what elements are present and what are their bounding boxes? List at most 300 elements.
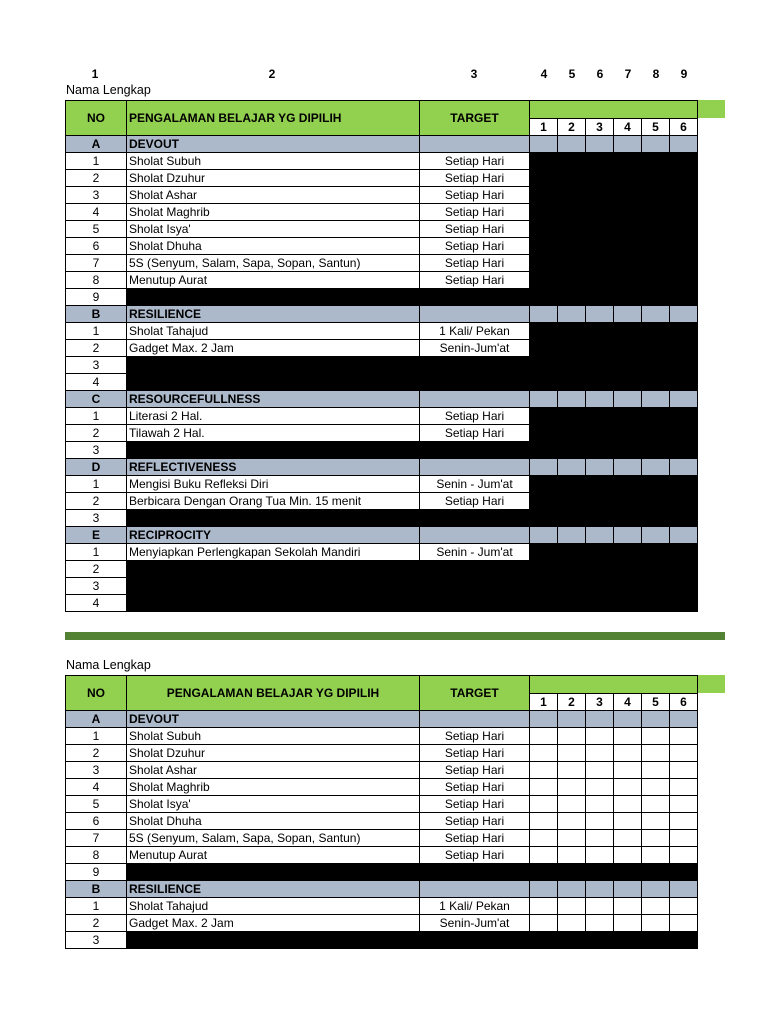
row-number: 4 [66,595,127,612]
category-letter: B [66,306,127,323]
activity-name: Gadget Max. 2 Jam [127,340,420,357]
day-check-cell[interactable] [530,830,558,847]
day-check-cell[interactable] [614,813,642,830]
activity-row [66,408,698,425]
day-check-cell[interactable] [530,813,558,830]
activity-name: Sholat Dhuha [127,238,420,255]
row-number: 1 [66,728,127,745]
category-day-cell [670,459,698,476]
category-day-cell [530,527,558,544]
category-row [66,527,698,544]
day-check-cell[interactable] [530,779,558,796]
category-name: RESOURCEFULLNESS [127,391,420,408]
category-day-cell [642,459,670,476]
day-check-cell[interactable] [642,779,670,796]
target-value: Senin-Jum'at [420,915,530,932]
header-day-number: 5 [642,694,670,711]
activity-row [66,762,698,779]
day-checkbox-area [530,544,698,561]
empty-row [66,442,698,459]
target-value: Setiap Hari [420,779,530,796]
column-number: 6 [596,67,604,81]
activity-row [66,915,698,932]
activity-name: Sholat Isya' [127,796,420,813]
category-day-cell [558,459,586,476]
day-check-cell[interactable] [586,830,614,847]
day-checkbox-area [530,323,698,340]
target-value: Setiap Hari [420,272,530,289]
activity-name: 5S (Senyum, Salam, Sapa, Sopan, Santun) [127,255,420,272]
activity-row [66,796,698,813]
day-check-cell[interactable] [586,847,614,864]
day-check-cell[interactable] [614,779,642,796]
header-day-number: 3 [586,694,614,711]
category-name: DEVOUT [127,711,420,728]
activity-name: Gadget Max. 2 Jam [127,915,420,932]
table-bottom-bar [65,632,725,640]
category-day-cell [642,306,670,323]
day-check-cell[interactable] [586,779,614,796]
target-value: Setiap Hari [420,847,530,864]
day-check-cell[interactable] [670,830,698,847]
day-checkbox-area [530,476,698,493]
target-value: Setiap Hari [420,153,530,170]
category-day-cell [642,136,670,153]
day-check-cell[interactable] [586,915,614,932]
day-check-cell[interactable] [558,728,586,745]
category-name: RECIPROCITY [127,527,420,544]
column-number-row [0,67,768,81]
column-number: 1 [91,67,99,81]
category-day-cell [670,306,698,323]
blank-filled-cell [127,442,698,459]
day-checkbox-area [530,153,698,170]
day-check-cell[interactable] [614,915,642,932]
category-name: DEVOUT [127,136,420,153]
header-days-span [530,676,698,694]
header-target: TARGET [420,101,530,136]
activity-name: Sholat Subuh [127,728,420,745]
row-number: 3 [66,762,127,779]
day-check-cell[interactable] [558,915,586,932]
blank-filled-cell [127,357,698,374]
row-number: 5 [66,796,127,813]
row-number: 3 [66,510,127,527]
target-value: Setiap Hari [420,221,530,238]
day-check-cell[interactable] [614,728,642,745]
row-number: 1 [66,408,127,425]
day-checkbox-area [530,408,698,425]
category-day-cell [586,711,614,728]
header-day-number: 3 [586,119,614,136]
blank-filled-cell [127,595,698,612]
target-value: Setiap Hari [420,408,530,425]
header-day-number: 2 [558,119,586,136]
day-check-cell[interactable] [530,915,558,932]
target-value: Setiap Hari [420,255,530,272]
day-check-cell[interactable] [614,830,642,847]
column-number: 7 [624,67,632,81]
row-number: 3 [66,442,127,459]
category-target [420,527,530,544]
blank-filled-cell [127,561,698,578]
activity-row [66,745,698,762]
row-number: 2 [66,493,127,510]
empty-row [66,374,698,391]
activity-row [66,728,698,745]
day-check-cell[interactable] [670,762,698,779]
column-number: 2 [268,67,276,81]
day-check-cell[interactable] [530,745,558,762]
category-row [66,136,698,153]
day-check-cell[interactable] [586,762,614,779]
activity-row [66,221,698,238]
row-number: 2 [66,915,127,932]
target-value: Setiap Hari [420,830,530,847]
activity-name: Sholat Ashar [127,187,420,204]
empty-row [66,357,698,374]
day-checkbox-area [530,493,698,510]
activity-name: Sholat Tahajud [127,898,420,915]
row-number: 9 [66,289,127,306]
header-day-number: 4 [614,119,642,136]
target-value: Setiap Hari [420,425,530,442]
day-check-cell[interactable] [642,847,670,864]
column-number: 9 [680,67,688,81]
header-no: NO [66,676,127,711]
activity-row [66,779,698,796]
activity-name: Sholat Dzuhur [127,745,420,762]
activity-row [66,813,698,830]
category-day-cell [530,459,558,476]
row-number: 7 [66,255,127,272]
day-check-cell[interactable] [614,796,642,813]
activity-name: Mengisi Buku Refleksi Diri [127,476,420,493]
row-number: 1 [66,898,127,915]
header-days-span [530,101,698,119]
empty-row [66,595,698,612]
blank-filled-cell [127,289,698,306]
activity-row [66,898,698,915]
day-check-cell[interactable] [558,745,586,762]
category-target [420,711,530,728]
day-check-cell[interactable] [642,813,670,830]
day-check-cell[interactable] [642,762,670,779]
row-number: 2 [66,340,127,357]
empty-row [66,864,698,881]
category-day-cell [614,527,642,544]
category-day-cell [614,711,642,728]
activity-name: 5S (Senyum, Salam, Sapa, Sopan, Santun) [127,830,420,847]
row-number: 8 [66,272,127,289]
category-day-cell [530,136,558,153]
category-day-cell [586,391,614,408]
day-check-cell[interactable] [586,745,614,762]
activity-row [66,425,698,442]
category-day-cell [558,306,586,323]
activity-name: Menutup Aurat [127,272,420,289]
column-number: 3 [470,67,478,81]
category-day-cell [530,306,558,323]
target-value: Senin - Jum'at [420,544,530,561]
day-check-cell[interactable] [530,847,558,864]
header-day-number: 1 [530,119,558,136]
category-day-cell [614,881,642,898]
day-check-cell[interactable] [558,830,586,847]
category-row [66,306,698,323]
row-number: 1 [66,153,127,170]
target-value: Setiap Hari [420,813,530,830]
day-check-cell[interactable] [558,898,586,915]
day-check-cell[interactable] [642,796,670,813]
empty-row [66,578,698,595]
activity-row [66,204,698,221]
category-day-cell [558,881,586,898]
row-number: 6 [66,813,127,830]
activity-name: Sholat Dhuha [127,813,420,830]
target-value: Senin - Jum'at [420,476,530,493]
day-check-cell[interactable] [642,830,670,847]
header-day-number: 5 [642,119,670,136]
day-check-cell[interactable] [642,915,670,932]
target-value: Setiap Hari [420,493,530,510]
day-check-cell[interactable] [558,779,586,796]
day-check-cell[interactable] [614,847,642,864]
target-value: 1 Kali/ Pekan [420,323,530,340]
blank-filled-cell [127,932,698,949]
day-checkbox-area [530,221,698,238]
activity-row [66,830,698,847]
category-day-cell [530,711,558,728]
category-day-cell [586,306,614,323]
row-number: 2 [66,745,127,762]
target-value: Setiap Hari [420,745,530,762]
day-check-cell[interactable] [642,745,670,762]
category-day-cell [586,881,614,898]
target-value: Setiap Hari [420,796,530,813]
header-activity: PENGALAMAN BELAJAR YG DIPILIH [127,101,420,136]
category-name: REFLECTIVENESS [127,459,420,476]
category-day-cell [670,881,698,898]
day-checkbox-area [530,272,698,289]
category-target [420,306,530,323]
target-value: Senin-Jum'at [420,340,530,357]
day-checkbox-area [530,255,698,272]
activity-name: Sholat Isya' [127,221,420,238]
category-day-cell [530,391,558,408]
header-no: NO [66,101,127,136]
category-day-cell [558,527,586,544]
category-day-cell [586,459,614,476]
day-checkbox-area [530,425,698,442]
header-green-extension [697,675,725,693]
day-check-cell[interactable] [530,796,558,813]
category-day-cell [642,527,670,544]
row-number: 7 [66,830,127,847]
activity-row [66,340,698,357]
category-day-cell [670,527,698,544]
day-check-cell[interactable] [670,813,698,830]
category-letter: A [66,136,127,153]
activity-name: Tilawah 2 Hal. [127,425,420,442]
day-check-cell[interactable] [614,745,642,762]
day-check-cell[interactable] [642,728,670,745]
activity-row [66,323,698,340]
day-checkbox-area [530,170,698,187]
day-check-cell[interactable] [670,796,698,813]
category-day-cell [614,391,642,408]
activity-row [66,255,698,272]
day-check-cell[interactable] [558,762,586,779]
category-target [420,391,530,408]
category-row [66,459,698,476]
column-number: 4 [540,67,548,81]
day-check-cell[interactable] [670,847,698,864]
target-value: Setiap Hari [420,762,530,779]
category-letter: B [66,881,127,898]
target-value: Setiap Hari [420,238,530,255]
activity-name: Sholat Maghrib [127,779,420,796]
row-number: 3 [66,578,127,595]
day-check-cell[interactable] [586,813,614,830]
activity-name: Sholat Subuh [127,153,420,170]
day-check-cell[interactable] [586,728,614,745]
empty-row [66,289,698,306]
blank-filled-cell [127,374,698,391]
category-day-cell [670,711,698,728]
category-day-cell [614,459,642,476]
category-day-cell [586,527,614,544]
category-letter: D [66,459,127,476]
day-check-cell[interactable] [558,813,586,830]
row-number: 4 [66,374,127,391]
activity-row [66,544,698,561]
day-check-cell[interactable] [530,898,558,915]
header-day-number: 2 [558,694,586,711]
category-day-cell [642,881,670,898]
name-label-1: Nama Lengkap [66,83,151,97]
category-day-cell [558,391,586,408]
blank-filled-cell [127,578,698,595]
header-row [66,101,698,119]
category-name: RESILIENCE [127,306,420,323]
day-check-cell[interactable] [670,898,698,915]
name-label-2: Nama Lengkap [66,658,151,672]
day-checkbox-area [530,187,698,204]
activity-name: Menutup Aurat [127,847,420,864]
header-day-number: 1 [530,694,558,711]
header-row [66,676,698,694]
header-activity: PENGALAMAN BELAJAR YG DIPILIH [127,676,420,711]
activity-row [66,153,698,170]
activity-row [66,238,698,255]
activity-row [66,170,698,187]
category-day-cell [558,711,586,728]
activity-name: Sholat Dzuhur [127,170,420,187]
row-number: 6 [66,238,127,255]
column-number: 8 [652,67,660,81]
row-number: 4 [66,204,127,221]
day-check-cell[interactable] [530,728,558,745]
activity-name: Literasi 2 Hal. [127,408,420,425]
row-number: 1 [66,323,127,340]
category-day-cell [558,136,586,153]
category-target [420,136,530,153]
activity-name: Sholat Tahajud [127,323,420,340]
activity-name: Menyiapkan Perlengkapan Sekolah Mandiri [127,544,420,561]
day-check-cell[interactable] [642,898,670,915]
row-number: 1 [66,476,127,493]
activity-row [66,187,698,204]
activity-row [66,476,698,493]
target-value: 1 Kali/ Pekan [420,898,530,915]
row-number: 4 [66,779,127,796]
header-day-number: 6 [670,694,698,711]
target-value: Setiap Hari [420,170,530,187]
day-check-cell[interactable] [558,847,586,864]
category-letter: C [66,391,127,408]
day-check-cell[interactable] [586,796,614,813]
empty-row [66,932,698,949]
row-number: 2 [66,561,127,578]
activity-row [66,847,698,864]
day-check-cell[interactable] [614,762,642,779]
day-check-cell[interactable] [670,915,698,932]
category-target [420,881,530,898]
day-checkbox-area [530,340,698,357]
target-value: Setiap Hari [420,187,530,204]
day-check-cell[interactable] [586,898,614,915]
day-check-cell[interactable] [670,779,698,796]
activity-table-2 [65,675,698,949]
category-name: RESILIENCE [127,881,420,898]
category-row [66,391,698,408]
category-day-cell [642,711,670,728]
category-day-cell [530,881,558,898]
empty-row [66,561,698,578]
row-number: 3 [66,932,127,949]
day-check-cell[interactable] [614,898,642,915]
row-number: 1 [66,544,127,561]
column-number: 5 [568,67,576,81]
header-day-number: 4 [614,694,642,711]
row-number: 9 [66,864,127,881]
day-check-cell[interactable] [558,796,586,813]
category-letter: A [66,711,127,728]
category-target [420,459,530,476]
day-check-cell[interactable] [670,728,698,745]
activity-name: Sholat Maghrib [127,204,420,221]
row-number: 5 [66,221,127,238]
activity-name: Berbicara Dengan Orang Tua Min. 15 menit [127,493,420,510]
category-row [66,711,698,728]
category-day-cell [614,136,642,153]
day-check-cell[interactable] [670,745,698,762]
activity-row [66,493,698,510]
day-check-cell[interactable] [530,762,558,779]
day-checkbox-area [530,238,698,255]
category-row [66,881,698,898]
empty-row [66,510,698,527]
activity-row [66,272,698,289]
header-green-extension [697,100,725,118]
category-letter: E [66,527,127,544]
category-day-cell [614,306,642,323]
category-day-cell [670,391,698,408]
day-checkbox-area [530,204,698,221]
category-day-cell [642,391,670,408]
blank-filled-cell [127,864,698,881]
